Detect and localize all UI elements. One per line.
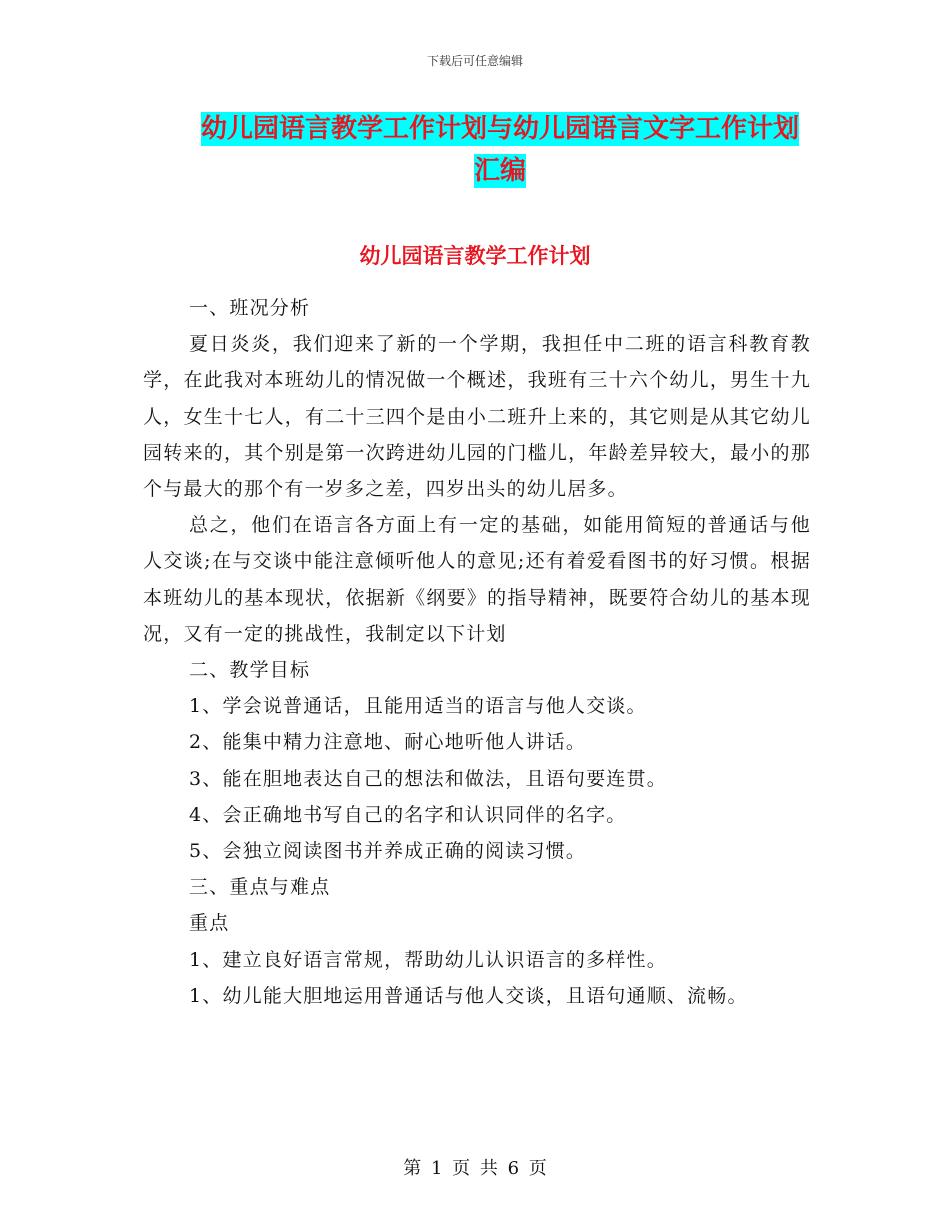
paragraph-class-overview: 夏日炎炎，我们迎来了新的一个学期，我担任中二班的语言科教育教学，在此我对本班幼儿的情况做一个概述，我班有三十六个幼儿，男生十九人，女生十七人，有二十三四个是由小二班升上来的，其它则是从其它幼儿园转来的，其个别是第一次跨进幼儿园的门槛儿，年龄差异较大，最小的那个与最大的那个有一岁多之差，四岁出头的幼儿居多。 [143,333,811,501]
heading-class-analysis: 一、班况分析 [189,297,311,319]
document-title [140,108,860,192]
list-item: 1、建立良好语言常规，帮助幼儿认识语言的多样性。 [189,948,667,971]
list-item: 4、会正确地书写自己的名字和认识同伴的名字。 [189,803,627,826]
list-item: 2、能集中精力注意地、耐心地听他人讲话。 [189,731,587,754]
list-item: 1、学会说普通话，且能用适当的语言与他人交谈。 [189,695,647,718]
heading-teaching-goals: 二、教学目标 [189,659,311,682]
document-title-line-1: 幼儿园语言教学工作计划与幼儿园语言文字工作计划 [200,114,799,144]
section-title: 幼儿园语言教学工作计划 [359,244,591,268]
page-footer: 第 1 页 共 6 页 [403,1158,547,1179]
header-note: 下载后可任意编辑 [426,54,523,68]
heading-key-points: 三、重点与难点 [189,876,331,899]
list-item: 3、能在胆地表达自己的想法和做法，且语句要连贯。 [189,767,667,790]
document-title-line-2: 汇编 [473,156,526,186]
document-body [143,290,811,1014]
subheading-key-points: 重点 [189,912,230,935]
list-item: 5、会独立阅读图书并养成正确的阅读习惯。 [189,840,587,863]
list-item: 1、幼儿能大胆地运用普通话与他人交谈，且语句通顺、流畅。 [189,984,748,1007]
paragraph-summary: 总之，他们在语言各方面上有一定的基础，如能用简短的普通话与他人交谈;在与交谈中能注意倾听他人的意见;还有着爱看图书的好习惯。根据本班幼儿的基本现状，依据新《纲要》的指导精神，既要符合幼儿的基本现况，又有一定的挑战性，我制定以下计划 [143,514,811,645]
